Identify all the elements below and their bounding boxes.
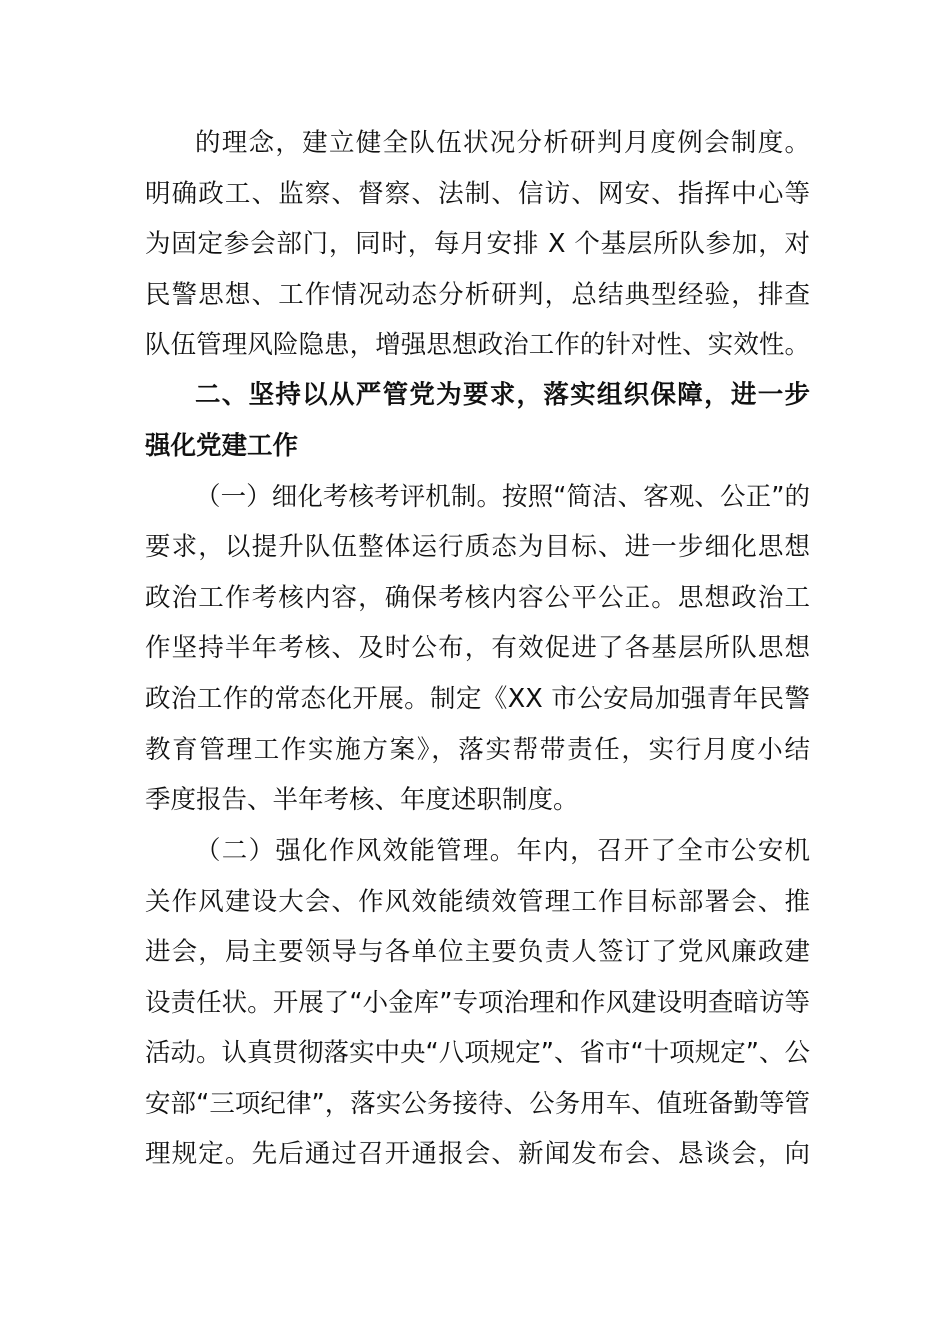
body-text-line: 活动。认真贯彻落实中央“八项规定”、省市“十项规定”、公 <box>145 1038 810 1068</box>
body-text-line: 政治工作考核内容，确保考核内容公平公正。思想政治工 <box>145 583 810 613</box>
body-text-line: 民警思想、工作情况动态分析研判，总结典型经验，排查 <box>145 280 810 310</box>
body-text-line: 为固定参会部门，同时，每月安排 X 个基层所队参加，对 <box>145 229 810 259</box>
body-text-line: 教育管理工作实施方案》，落实帮带责任，实行月度小结 <box>145 735 810 765</box>
body-text-line: （一）细化考核考评机制。按照“简洁、客观、公正”的 <box>195 482 810 512</box>
body-text-line: （二）强化作风效能管理。年内，召开了全市公安机 <box>195 836 810 866</box>
section-heading-line: 二、坚持以从严管党为要求，落实组织保障，进一步 <box>195 380 810 410</box>
section-heading-line: 强化党建工作 <box>145 431 299 461</box>
body-text-line: 作坚持半年考核、及时公布，有效促进了各基层所队思想 <box>145 633 810 663</box>
body-text-line: 的理念，建立健全队伍状况分析研判月度例会制度。 <box>195 128 810 158</box>
body-text-line: 设责任状。开展了“小金库”专项治理和作风建设明查暗访等 <box>145 988 810 1018</box>
body-text-line: 明确政工、监察、督察、法制、信访、网安、指挥中心等 <box>145 179 810 209</box>
body-text-line: 进会，局主要领导与各单位主要负责人签订了党风廉政建 <box>145 937 810 967</box>
body-text-line: 关作风建设大会、作风效能绩效管理工作目标部署会、推 <box>145 887 810 917</box>
body-text-line: 要求，以提升队伍整体运行质态为目标、进一步细化思想 <box>145 532 810 562</box>
body-text-line: 安部“三项纪律”，落实公务接待、公务用车、值班备勤等管 <box>145 1089 810 1119</box>
body-text-line: 理规定。先后通过召开通报会、新闻发布会、恳谈会，向 <box>145 1139 810 1169</box>
body-text-line: 政治工作的常态化开展。制定《XX 市公安局加强青年民警 <box>145 684 810 714</box>
body-text-line: 季度报告、半年考核、年度述职制度。 <box>145 785 579 815</box>
body-text-line: 队伍管理风险隐患，增强思想政治工作的针对性、实效性。 <box>145 330 810 360</box>
